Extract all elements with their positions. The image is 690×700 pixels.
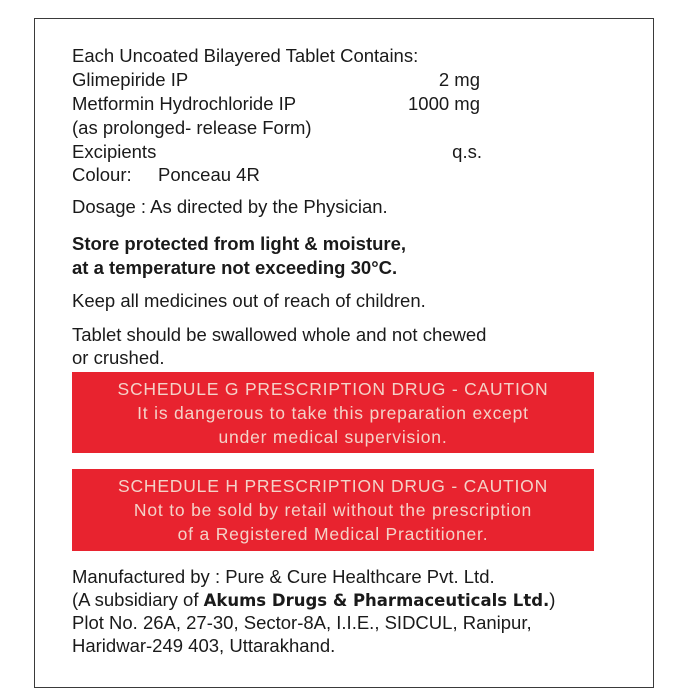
address-line-2: Haridwar-249 403, Uttarakhand. <box>72 635 336 656</box>
swallow-note-line-2: or crushed. <box>72 347 165 368</box>
subsidiary-prefix: (A subsidiary of <box>72 589 204 610</box>
subsidiary-suffix: ) <box>549 589 556 610</box>
schedule-h-line-1: Not to be sold by retail without the prescription <box>133 500 533 520</box>
dosage-text: Dosage : As directed by the Physician. <box>72 196 388 217</box>
ingredient-amount-glimepiride: 2 mg <box>438 69 480 90</box>
subsidiary-line <box>72 589 555 612</box>
address-line-1: Plot No. 26A, 27-30, Sector-8A, I.I.E., SIDCUL, Ranipur, <box>72 612 532 633</box>
schedule-g-warning-box <box>72 372 594 453</box>
schedule-h-title: SCHEDULE H PRESCRIPTION DRUG - CAUTION <box>117 476 549 496</box>
subsidiary-company-name: Akums Drugs & Pharmaceuticals Ltd. <box>203 591 550 610</box>
excipients-name: Excipients <box>72 141 157 162</box>
release-form-note: (as prolonged- release Form) <box>72 117 312 138</box>
ingredient-name-glimepiride: Glimepiride IP <box>72 69 189 90</box>
schedule-g-line-1: It is dangerous to take this preparation except <box>137 403 529 423</box>
schedule-h-line-2: of a Registered Medical Practitioner. <box>177 524 489 544</box>
children-warning: Keep all medicines out of reach of children. <box>72 290 426 311</box>
composition-heading: Each Uncoated Bilayered Tablet Contains: <box>72 45 419 66</box>
excipients-amount: q.s. <box>452 141 482 162</box>
ingredient-amount-metformin: 1000 mg <box>408 93 480 114</box>
storage-line-1: Store protected from light & moisture, <box>72 233 407 254</box>
manufacturer-line: Manufactured by : Pure & Cure Healthcare Pvt. Ltd. <box>72 566 495 587</box>
storage-line-2: at a temperature not exceeding 30°C. <box>72 257 398 278</box>
swallow-note-line-1: Tablet should be swallowed whole and not chewed <box>72 324 487 345</box>
schedule-g-line-2: under medical supervision. <box>218 427 448 447</box>
colour-label: Colour: <box>72 164 132 185</box>
ingredient-name-metformin: Metformin Hydrochloride IP <box>72 93 297 114</box>
schedule-h-warning-box <box>72 469 594 551</box>
schedule-g-title: SCHEDULE G PRESCRIPTION DRUG - CAUTION <box>117 379 549 399</box>
colour-value: Ponceau 4R <box>158 164 260 185</box>
